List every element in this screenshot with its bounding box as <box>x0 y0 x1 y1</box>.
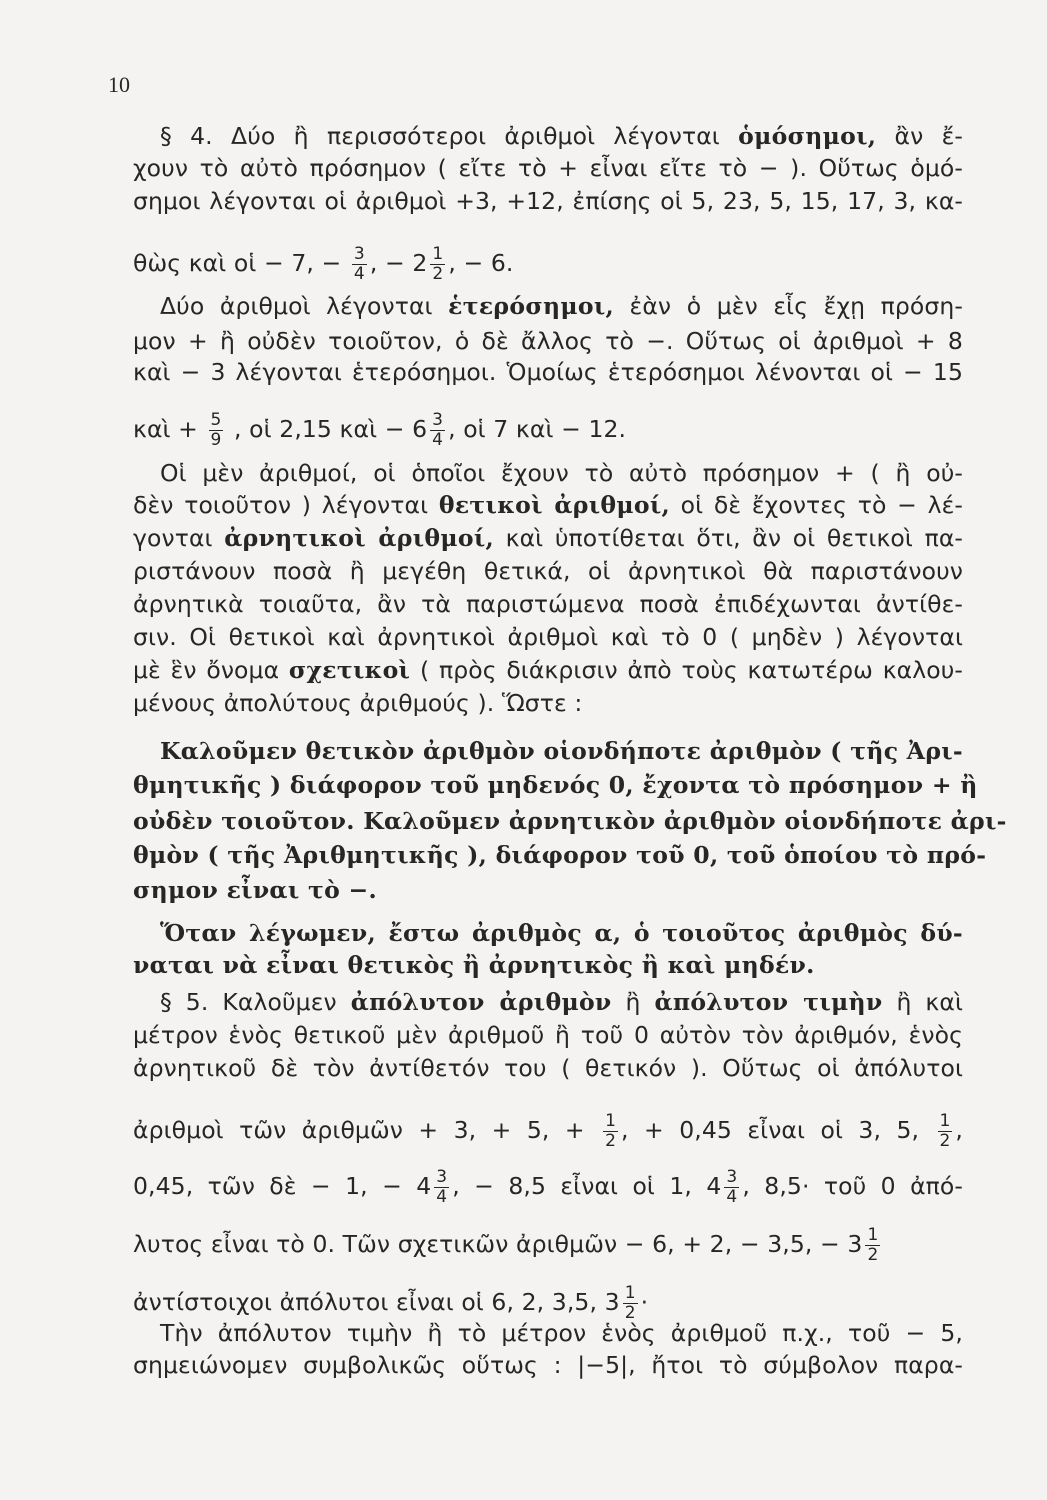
fraction-denominator: 9 <box>210 430 222 450</box>
text-run: ἀρνητικοῦ δὲ τὸν ἀντίθετόν του ( θετικόν ). Οὕτως οἱ ἀπόλυτοι <box>133 1054 963 1082</box>
text-line <box>160 736 963 766</box>
text-line <box>133 875 963 905</box>
fraction-denominator: 4 <box>726 1187 738 1207</box>
text-run: σημοι λέγονται οἱ ἀριθμοὶ +3, +12, ἐπίσης οἱ 5, 23, 5, 15, 17, 3, κα- <box>133 187 963 215</box>
text-run: , <box>955 1116 963 1144</box>
fraction <box>865 1226 880 1265</box>
text-run: ( πρὸς διάκρισιν ἀπὸ τοὺς κατωτέρω καλου- <box>410 656 963 684</box>
text-run: ἀριθμοὶ τῶν ἀριθμῶν + 3, + 5, + <box>133 1116 601 1144</box>
fraction-numerator: 1 <box>605 1111 617 1131</box>
text-run: καὶ + <box>133 415 206 443</box>
fraction-numerator: 3 <box>436 1167 448 1187</box>
fraction-numerator: 5 <box>210 410 222 430</box>
bold-term: ἀπόλυτον ἀριθμὸν <box>350 988 612 1016</box>
fraction <box>430 411 445 450</box>
text-line <box>133 1168 963 1207</box>
text-run: δὲν τοιοῦτον ) λέγονται <box>133 491 439 519</box>
text-line <box>133 556 963 586</box>
fraction <box>603 1112 618 1151</box>
fraction <box>434 1168 449 1207</box>
text-line <box>160 121 963 151</box>
text-line <box>133 411 963 450</box>
text-line <box>133 523 963 553</box>
text-run: ἢ καὶ <box>882 988 964 1016</box>
text-line <box>133 1112 963 1151</box>
text-line <box>133 950 963 980</box>
text-run: καὶ − 3 λέγονται ἑτερόσημοι. Ὁμοίως ἑτερόσημοι λένονται οἱ − 15 <box>133 358 963 386</box>
fraction-numerator: 1 <box>867 1225 879 1245</box>
text-line <box>133 186 963 216</box>
text-run: χουν τὸ αὐτὸ πρόσημον ( εἴτε τὸ + εἶναι εἴτε τὸ − ). Οὕτως ὁμό- <box>133 154 963 182</box>
fraction-denominator: 4 <box>436 1187 448 1207</box>
fraction-numerator: 1 <box>624 1283 636 1303</box>
text-run: μένους ἀπολύτους ἀριθμούς ). Ὥστε : <box>133 689 583 717</box>
text-run: ριστάνουν ποσὰ ἢ μεγέθη θετικά, οἱ ἀρνητικοὶ θὰ παριστάνουν <box>133 557 963 585</box>
text-run: ἀρνητικὰ τοιαῦτα, ἂν τὰ παριστώμενα ποσὰ ἐπιδέχωνται ἀντίθε- <box>133 590 963 618</box>
text-run: , − 2 <box>369 249 428 277</box>
text-run: 0,45, τῶν δὲ − 1, − 4 <box>133 1172 432 1200</box>
text-run: ἐὰν ὁ μὲν εἷς ἔχῃ πρόση- <box>613 292 963 320</box>
text-line <box>133 589 963 619</box>
text-run: , − 8,5 εἶναι οἱ 1, 4 <box>452 1172 722 1200</box>
bold-term: θετικοὶ ἀριθμοί, <box>438 491 670 519</box>
bold-term: ἀρνητικοὶ ἀριθμοί, <box>224 524 494 552</box>
text-line <box>133 622 963 652</box>
fraction-numerator: 1 <box>432 244 444 264</box>
text-line <box>160 458 963 488</box>
text-line <box>133 153 963 183</box>
text-run: καὶ ὑποτίθεται ὅτι, ἂν οἱ θετικοὶ πα- <box>494 524 963 552</box>
text-run: μὲ ἓν ὄνομα <box>133 656 289 684</box>
bold-term: ναται νὰ εἶναι θετικὸς ἢ ἀρνητικὸς ἢ καὶ μηδέν. <box>133 951 815 979</box>
bold-term: σχετικοὶ <box>288 656 411 684</box>
text-line <box>133 245 963 284</box>
fraction <box>430 245 445 284</box>
bold-term: θμὸν ( τῆς Ἀριθμητικῆς ), διάφορον τοῦ 0, τοῦ ὁποίου τὸ πρό- <box>133 841 987 869</box>
text-run: Δύο ἀριθμοὶ λέγονται <box>160 292 449 320</box>
text-run: , οἱ 2,15 καὶ − 6 <box>226 415 428 443</box>
bold-term: θμητικῆς ) διάφορον τοῦ μηδενός 0, ἔχοντα τὸ πρόσημον + ἢ <box>133 771 978 799</box>
text-run: ἂν ἔ- <box>876 122 964 150</box>
text-run: μον + ἢ οὐδὲν τοιοῦτον, ὁ δὲ ἄλλος τὸ −. Οὕτως οἱ ἀριθμοὶ + 8 <box>133 327 963 355</box>
text-run: ἢ <box>611 988 655 1016</box>
text-run: § 4. Δύο ἢ περισσότεροι ἀριθμοὶ λέγονται <box>160 122 739 150</box>
text-run: λυτος εἶναι τὸ 0. Τῶν σχετικῶν ἀριθμῶν − 6, + 2, − 3,5, − 3 <box>133 1230 863 1258</box>
fraction <box>938 1112 953 1151</box>
text-line <box>160 291 963 321</box>
text-run: ἀντίστοιχοι ἀπόλυτοι εἶναι οἱ 6, 2, 3,5, 3 <box>133 1288 620 1316</box>
text-line <box>133 490 963 520</box>
text-run: σημειώνομεν συμβολικῶς οὕτως : |−5|, ἤτοι τὸ σύμβολον παρα- <box>133 1351 963 1379</box>
fraction-denominator: 4 <box>432 430 444 450</box>
fraction <box>724 1168 739 1207</box>
fraction-numerator: 3 <box>353 244 365 264</box>
fraction <box>209 411 224 450</box>
text-line <box>133 840 987 870</box>
fraction-numerator: 3 <box>432 410 444 430</box>
bold-term: Καλοῦμεν θετικὸν ἀριθμὸν οἱονδήποτε ἀριθμὸν ( τῆς Ἀρι- <box>160 737 963 765</box>
fraction-numerator: 3 <box>726 1167 738 1187</box>
fraction-denominator: 4 <box>353 264 365 284</box>
text-run: , + 0,45 εἶναι οἱ 3, 5, <box>621 1116 935 1144</box>
fraction-denominator: 2 <box>624 1303 636 1323</box>
text-line <box>133 688 963 718</box>
fraction-denominator: 2 <box>939 1131 951 1151</box>
fraction-numerator: 1 <box>939 1111 951 1131</box>
bold-term: ἑτερόσημοι, <box>448 292 614 320</box>
text-line <box>133 655 963 685</box>
bold-term: ὁμόσημοι, <box>738 122 877 150</box>
page-number: 10 <box>108 72 130 97</box>
text-run: § 5. Καλοῦμεν <box>160 988 351 1016</box>
bold-term: οὐδὲν τοιοῦτον. Καλοῦμεν ἀρνητικὸν ἀριθμὸν οἱονδήποτε ἀρι- <box>133 807 1007 835</box>
text-run: γονται <box>133 524 225 552</box>
text-line <box>160 987 963 1017</box>
text-run: Οἱ μὲν ἀριθμοί, οἱ ὁποῖοι ἔχουν τὸ αὐτὸ πρόσημον + ( ἢ οὐ- <box>160 459 963 487</box>
bold-term: ἀπόλυτον τιμὴν <box>654 988 883 1016</box>
text-line <box>160 918 963 948</box>
text-run: , οἱ 7 καὶ − 12. <box>448 415 627 443</box>
fraction-denominator: 2 <box>867 1245 879 1265</box>
text-run: , − 6. <box>448 249 514 277</box>
bold-term: Ὅταν λέγωμεν, ἔστω ἀριθμὸς α, ὁ τοιοῦτος ἀριθμὸς δύ- <box>160 919 963 947</box>
text-run: μέτρον ἑνὸς θετικοῦ μὲν ἀριθμοῦ ἢ τοῦ 0 αὐτὸν τὸν ἀριθμόν, ἑνὸς <box>133 1021 963 1049</box>
text-line <box>133 770 978 800</box>
bold-term: σημον εἶναι τὸ −. <box>133 876 378 904</box>
fraction-denominator: 2 <box>605 1131 617 1151</box>
text-run: Τὴν ἀπόλυτον τιμὴν ἢ τὸ μέτρον ἑνὸς ἀριθμοῦ π.χ., τοῦ − 5, <box>160 1319 963 1347</box>
text-run: , 8,5· τοῦ 0 ἀπό- <box>742 1172 963 1200</box>
text-line <box>133 1053 963 1083</box>
fraction <box>352 245 367 284</box>
text-line <box>133 326 963 356</box>
text-run: θὼς καὶ οἱ − 7, − <box>133 249 349 277</box>
text-line <box>133 357 963 387</box>
text-run: οἱ δὲ ἔχοντες τὸ − λέ- <box>669 491 963 519</box>
fraction-denominator: 2 <box>432 264 444 284</box>
text-line <box>160 1318 963 1348</box>
text-line <box>133 1226 963 1265</box>
text-line <box>133 1020 963 1050</box>
text-run: σιν. Οἱ θετικοὶ καὶ ἀρνητικοὶ ἀριθμοὶ καὶ τὸ 0 ( μηδὲν ) λέγονται <box>133 623 963 651</box>
text-line <box>133 1350 963 1380</box>
text-run: · <box>640 1288 649 1316</box>
text-line <box>133 806 1007 836</box>
